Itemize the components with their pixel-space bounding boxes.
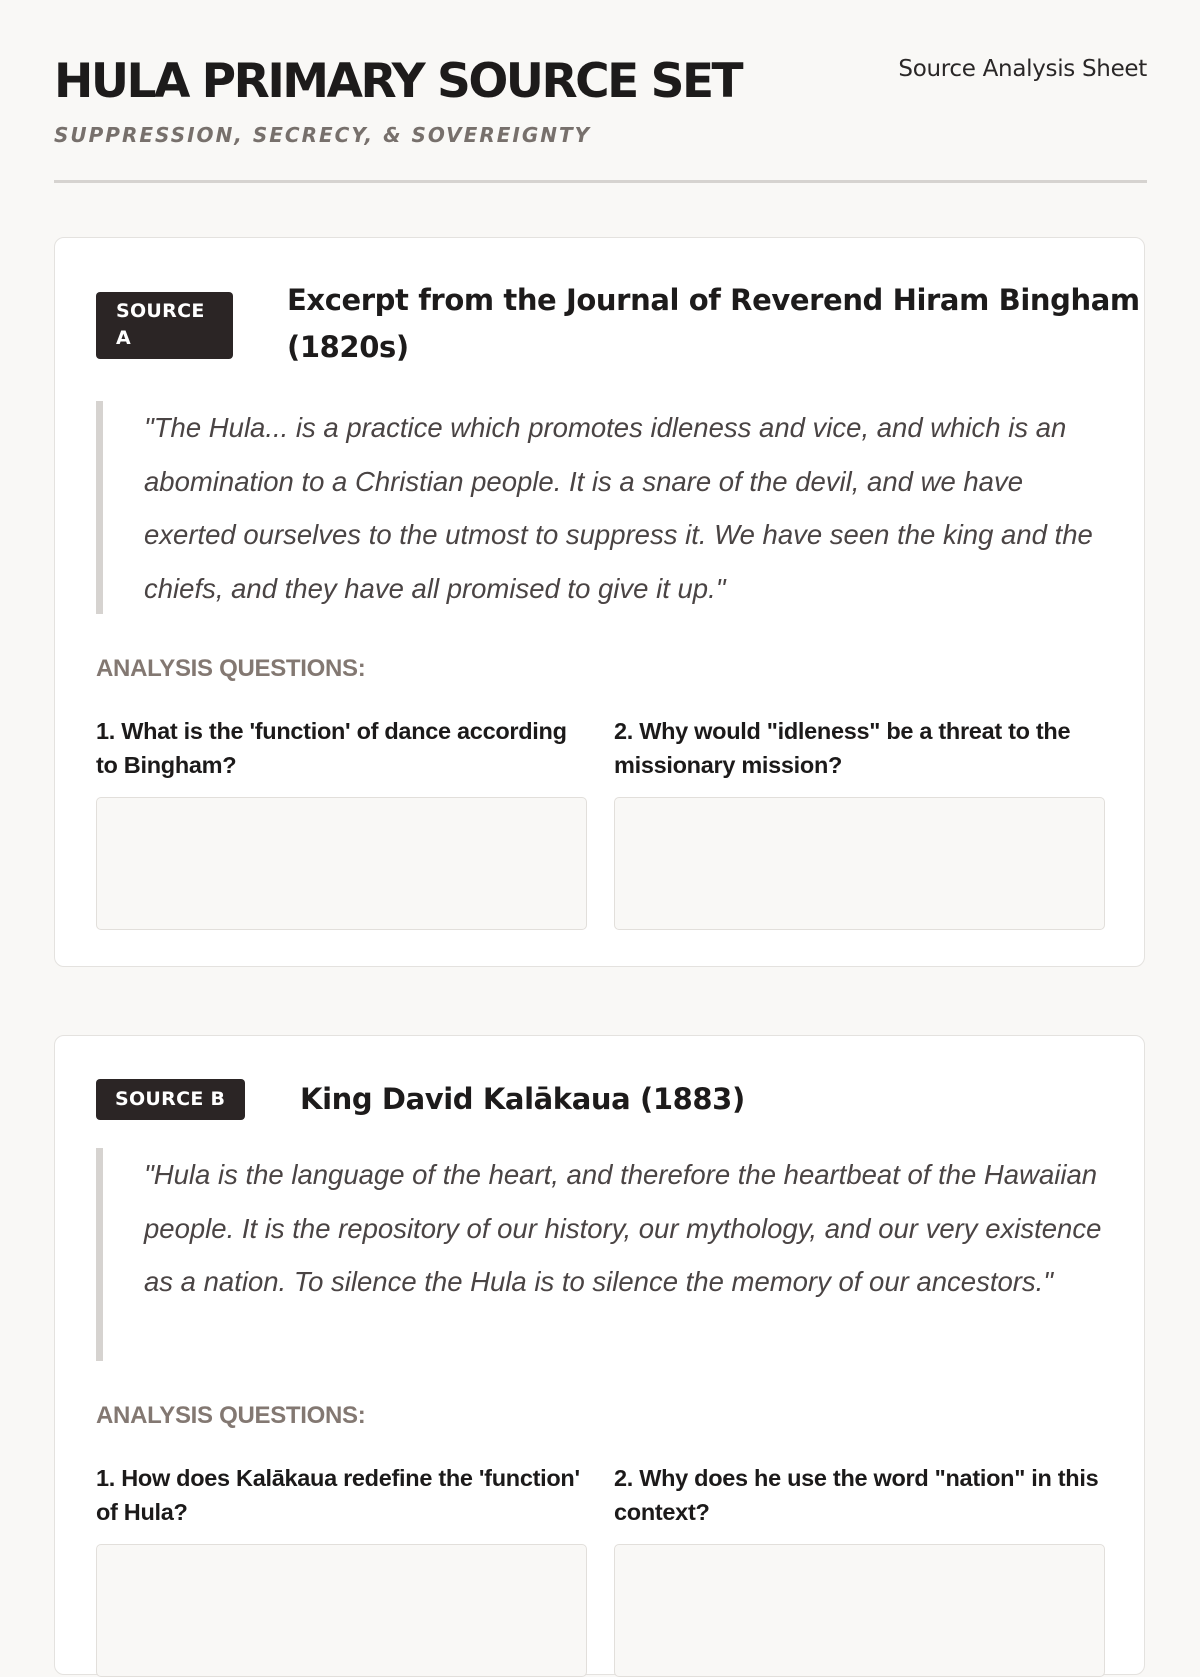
question-block — [614, 714, 1105, 930]
source-title: Excerpt from the Journal of Reverend Hiram Bingham (1820s) — [287, 283, 1140, 364]
answer-box[interactable] — [614, 797, 1105, 930]
question-text: 2. Why would "idleness" be a threat to the missionary mission? — [614, 718, 1071, 778]
question-text: 2. Why does he use the word "nation" in this context? — [614, 1465, 1099, 1525]
question-block — [96, 1461, 587, 1677]
source-quote: "Hula is the language of the heart, and therefore the heartbeat of the Hawaiian people. It is the repository of our history, our mythology, and our very existence as a nation. To silence the Hula is to silence the memory of our ancestors." — [96, 1148, 1104, 1361]
answer-box[interactable] — [96, 1544, 587, 1677]
page-title: HULA PRIMARY SOURCE SET — [54, 54, 742, 109]
header-divider — [54, 180, 1147, 183]
source-badge: SOURCE B — [96, 1079, 245, 1120]
question-text: 1. How does Kalākaua redefine the 'function' of Hula? — [96, 1465, 580, 1525]
answer-box[interactable] — [614, 1544, 1105, 1677]
question-block — [614, 1461, 1105, 1677]
question-block — [96, 714, 587, 930]
question-text: 1. What is the 'function' of dance according to Bingham? — [96, 718, 567, 778]
analysis-questions-label: ANALYSIS QUESTIONS: — [96, 655, 366, 682]
analysis-questions-label: ANALYSIS QUESTIONS: — [96, 1402, 366, 1429]
sheet-label: Source Analysis Sheet — [898, 56, 1147, 82]
source-title: King David Kalākaua (1883) — [300, 1082, 745, 1116]
source-card-a — [54, 237, 1145, 967]
answer-box[interactable] — [96, 797, 587, 930]
source-badge: SOURCE A — [96, 292, 233, 359]
source-quote: "The Hula... is a practice which promotes idleness and vice, and which is an abomination to a Christian people. It is a snare of the devil, and we have exerted ourselves to the utmost to suppress it. We have seen the king and the chiefs, and they have all promised to give it up." — [96, 401, 1104, 614]
page-subtitle: SUPPRESSION, SECRECY, & SOVEREIGNTY — [54, 123, 592, 147]
source-card-b — [54, 1035, 1145, 1675]
page-header — [54, 52, 1147, 150]
